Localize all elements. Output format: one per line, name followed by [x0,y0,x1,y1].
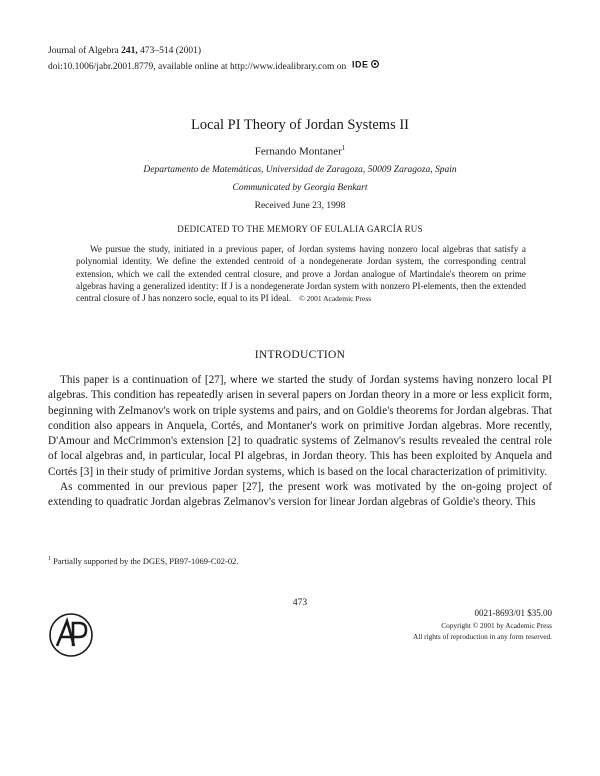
abstract-text: We pursue the study, initiated in a previous paper, of Jordan systems having nonzero local algebras that satisfy a polynomial identity. We define the extended centroid of a nondegenerate Jordan system, the corresponding central extension, which we call the extended central closure, and prove a Jordan analogue of Martindale's theorem on prime algebras having a generalized identity: If J is a nondegenerate Jordan system with nonzero PI-elements, then the extended central closure of J has nonzero socle, equal to its PI ideal. [76,244,526,304]
footnote [48,556,552,566]
affiliation: Departamento de Matemáticas, Universidad de Zaragoza, 50009 Zaragoza, Spain [143,165,457,175]
ideal-logo [352,59,380,74]
paragraph: As commented in our previous paper [27], the present work was motivated by the on-going project of extending to quadratic Jordan algebras Zelmanov's version for linear Jordan algebras of Goldie's theory. This [48,481,552,509]
journal-name: Journal of Algebra [48,46,119,56]
abstract [76,243,526,305]
author-name: Fernando Montaner [254,145,342,158]
author-line [0,144,600,158]
academic-press-logo-icon [48,612,94,658]
citation-line [48,44,568,59]
paper-title: Local PI Theory of Jordan Systems II [191,117,409,133]
author-footnote-mark[interactable]: 1 [341,144,346,152]
received-date: Received June 23, 1998 [254,201,346,211]
rights-line: All rights of reproduction in any form reserved. [412,632,552,641]
abstract-copyright: © 2001 Academic Press [299,294,372,304]
doi-line [48,59,568,75]
pages-year: 473–514 (2001) [140,46,202,56]
footnote-mark: 1 [48,556,51,563]
academic-press-logo [48,612,94,658]
ideal-logo-icon [352,59,380,69]
publisher-info [300,608,552,641]
page-number: 473 [292,598,308,608]
svg-text:IDE: IDE [351,59,369,69]
footnote-text: Partially supported by the DGES, PB97-1069-C02-02. [53,556,239,566]
journal-header [48,44,568,75]
section-heading: INTRODUCTION [254,349,346,361]
paragraph: This paper is a continuation of [27], where we started the study of Jordan systems having nonzero local PI algebras. This condition has repeatedly arisen in several papers on Jordan theory in a more or less explicit form, beginning with Zelmanov's work on triple systems and pairs, and on Goldie's theorems for Jordan algebras. That condition also appears in Anquela, Cortés, and Montaner's work on primitive Jordan algebras. More recently, D'Amour and McCrimmon's extension [2] to quadratic systems of Zelmanov's results revealed the central role of local algebras and, in particular, local PI algebras, in Jordan theory. This has been exploited by Anquela and Cortés [3] in their study of primitive Jordan systems, which is based on the local characterization of primitivity. [48,374,552,478]
communicated-by: Communicated by Georgia Benkart [232,183,368,193]
body-text [48,373,552,511]
doi-text[interactable]: doi:10.1006/jabr.2001.8779, available online at http://www.idealibrary.com on [48,62,347,72]
volume: 241, [121,46,138,56]
issn-price: 0021-8693/01 $35.00 [474,608,552,618]
copyright-line: Copyright © 2001 by Academic Press [441,621,552,630]
dedication: DEDICATED TO THE MEMORY OF EULALIA GARCÍA RUS [177,224,423,234]
